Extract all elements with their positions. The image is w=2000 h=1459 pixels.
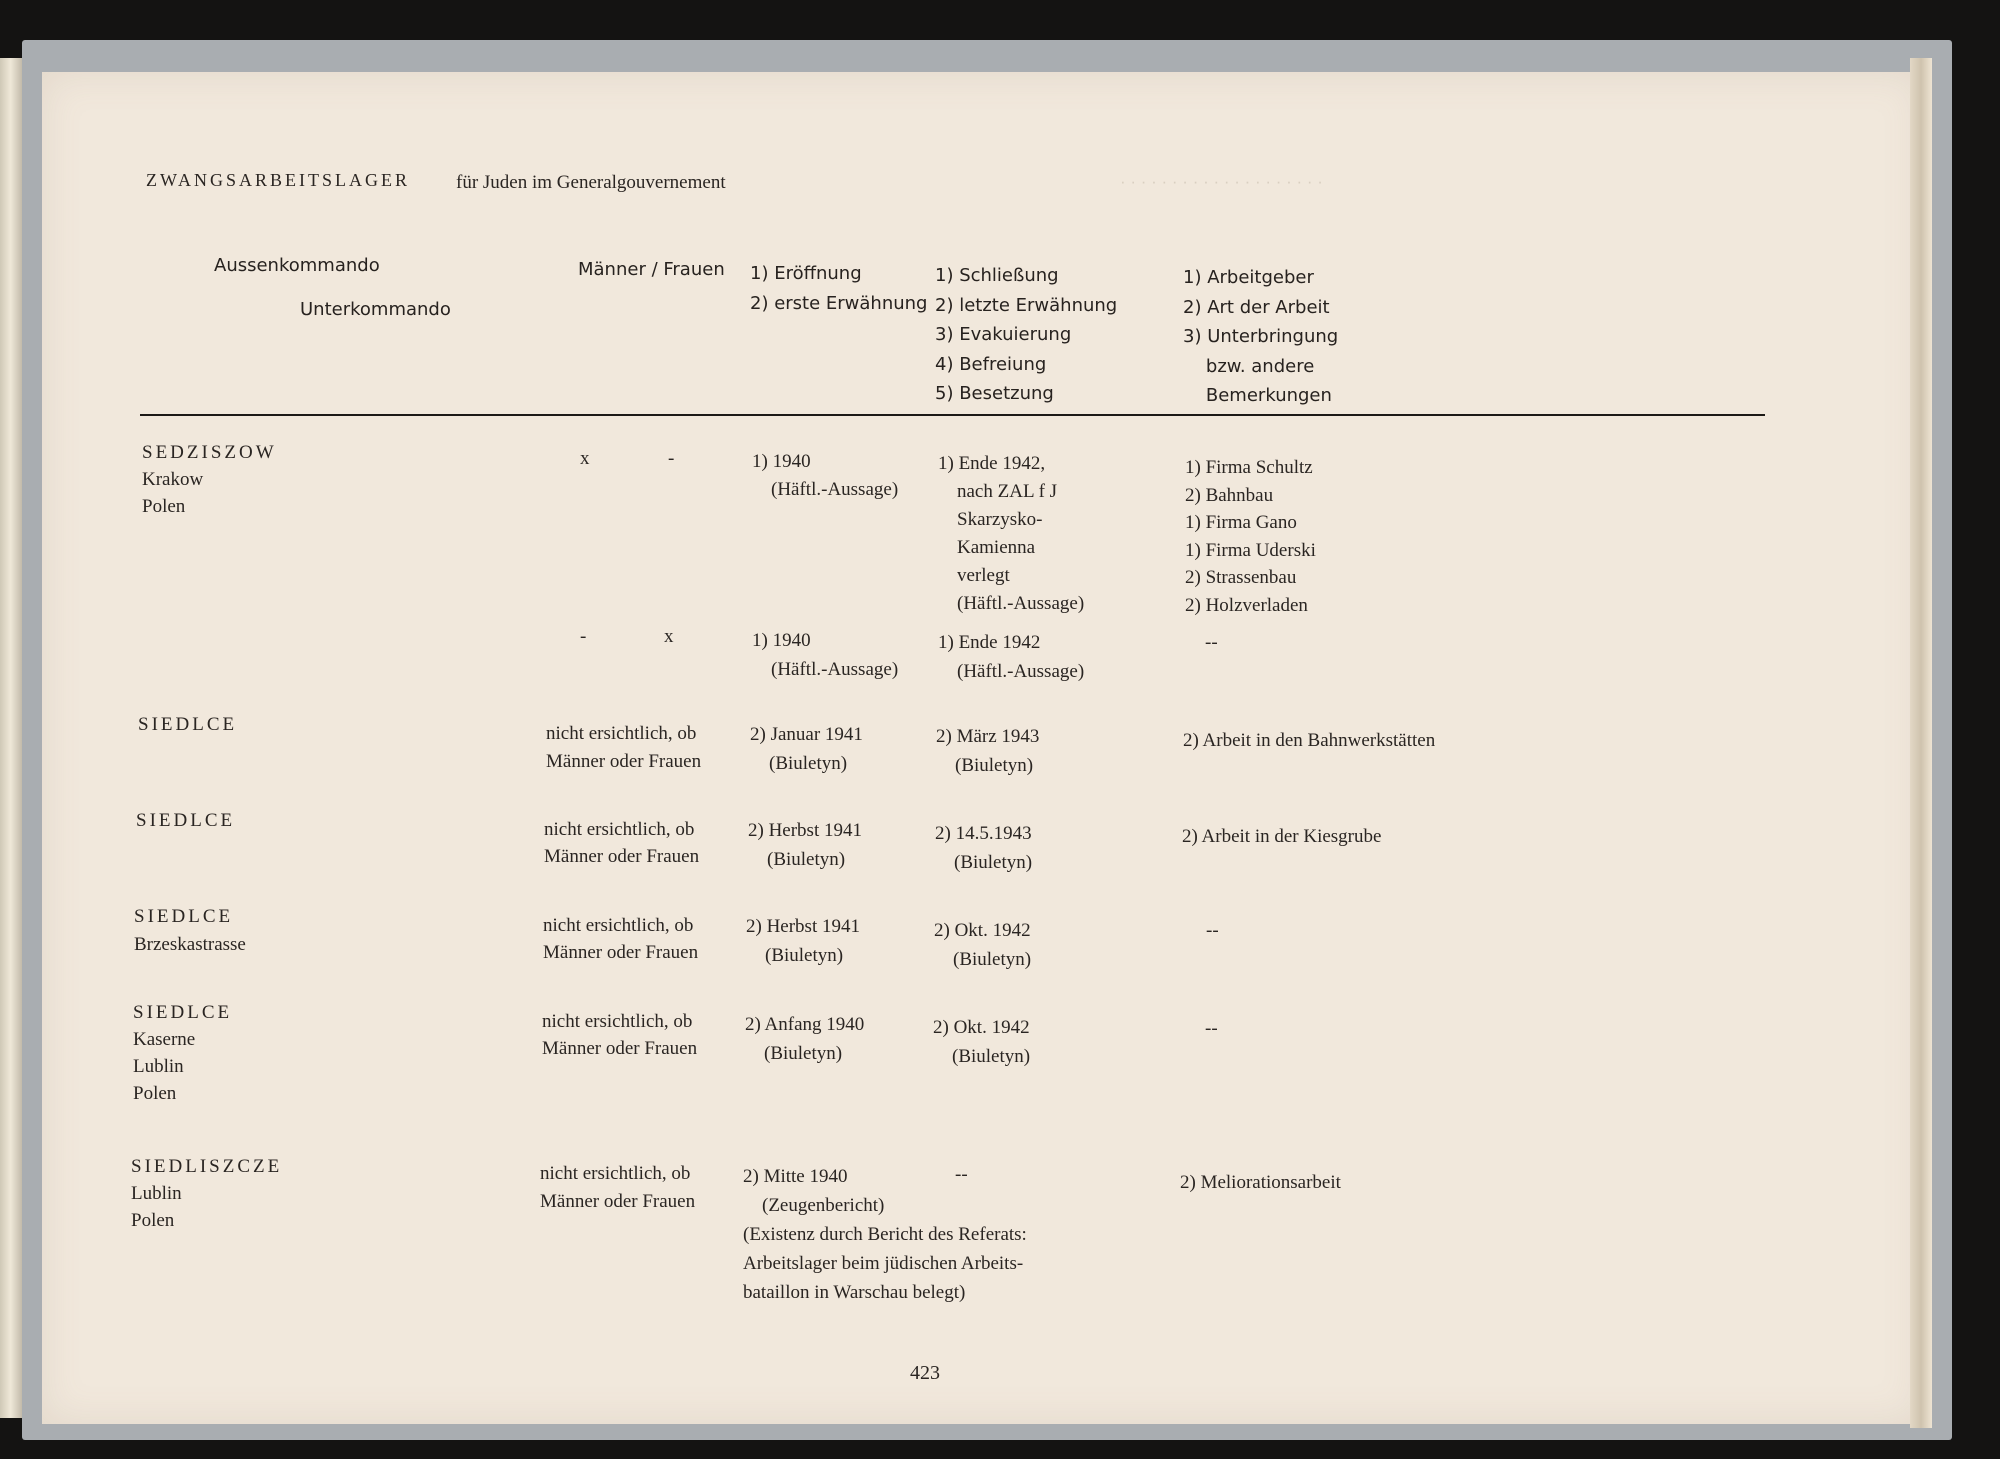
place-name: SIEDLCE <box>136 810 236 831</box>
eroeffnung-cell: 2) Mitte 1940 (Zeugenbericht) (Existenz durch Bericht des Referats: Arbeitslager beim jüdischen Arbeits- bataillon in Warschau belegt) <box>743 1166 1027 1303</box>
place-name: SIEDLISZCZE <box>131 1156 283 1177</box>
place-sub: Krakow Polen <box>142 469 204 517</box>
eroeffnung-cell: 2) Herbst 1941 (Biuletyn) <box>748 820 862 870</box>
place-name: SEDZISZOW <box>142 442 277 463</box>
show-through-text: · · · · · · · · · · · · · · · · · · · · <box>1120 172 1323 191</box>
place-sub: Kaserne Lublin Polen <box>133 1029 196 1104</box>
men-mark: x <box>580 448 590 469</box>
col-header-aussenkommando: Aussenkommando <box>214 255 380 276</box>
maenner-frauen-cell: nicht ersichtlich, ob Männer oder Frauen <box>546 723 702 772</box>
maenner-frauen-cell: nicht ersichtlich, ob Männer oder Frauen <box>542 1011 698 1059</box>
col-header-eroeffnung: 1) Eröffnung 2) erste Erwähnung <box>750 263 928 314</box>
schliessung-cell: 1) Ende 1942 (Häftl.-Aussage) <box>938 632 1085 682</box>
schliessung-cell: 2) Okt. 1942 (Biuletyn) <box>933 1017 1031 1067</box>
page-subtitle: für Juden im Generalgouvernement <box>456 172 726 193</box>
arbeitgeber-cell: -- <box>1205 1018 1218 1039</box>
page-edges-right <box>1910 58 1932 1428</box>
arbeitgeber-cell: -- <box>1206 920 1219 941</box>
arbeitgeber-cell: 2) Arbeit in den Bahnwerkstätten <box>1183 730 1436 751</box>
schliessung-cell: -- <box>955 1164 968 1185</box>
maenner-frauen-cell: nicht ersichtlich, ob Männer oder Frauen <box>544 819 700 867</box>
place-name: SIEDLCE <box>133 1002 233 1023</box>
eroeffnung-cell: 1) 1940 (Häftl.-Aussage) <box>752 630 899 680</box>
maenner-frauen-cell: nicht ersichtlich, ob Männer oder Frauen <box>540 1163 696 1212</box>
col-header-unterkommando: Unterkommando <box>300 299 451 320</box>
header-rule <box>140 414 1765 416</box>
page-title: ZWANGSARBEITSLAGER <box>146 170 410 190</box>
col-header-maenner-frauen: Männer / Frauen <box>578 259 725 280</box>
women-mark: x <box>664 626 674 647</box>
arbeitgeber-cell: -- <box>1205 632 1218 653</box>
women-mark: - <box>668 448 675 469</box>
schliessung-cell: 2) 14.5.1943 (Biuletyn) <box>935 823 1033 873</box>
col-header-schliessung: 1) Schließung 2) letzte Erwähnung 3) Evakuierung 4) Befreiung 5) Besetzung <box>935 265 1118 404</box>
place-name: SIEDLCE <box>134 906 234 927</box>
place-name: SIEDLCE <box>138 714 238 735</box>
eroeffnung-cell: 1) 1940 (Häftl.-Aussage) <box>752 451 899 500</box>
place-sub: Brzeskastrasse <box>134 934 246 955</box>
men-mark: - <box>580 626 587 647</box>
eroeffnung-cell: 2) Anfang 1940 (Biuletyn) <box>745 1014 865 1064</box>
schliessung-cell: 2) Okt. 1942 (Biuletyn) <box>934 920 1032 970</box>
page-number: 423 <box>910 1362 940 1384</box>
schliessung-cell: 1) Ende 1942, nach ZAL f J Skarzysko- Kamienna verlegt (Häftl.-Aussage) <box>938 453 1085 614</box>
arbeitgeber-cell: 1) Firma Schultz 2) Bahnbau 1) Firma Gano 1) Firma Uderski 2) Strassenbau 2) Holzverladen <box>1185 457 1316 616</box>
eroeffnung-cell: 2) Herbst 1941 (Biuletyn) <box>746 916 860 966</box>
schliessung-cell: 2) März 1943 (Biuletyn) <box>936 726 1040 776</box>
arbeitgeber-cell: 2) Meliorationsarbeit <box>1180 1172 1341 1193</box>
arbeitgeber-cell: 2) Arbeit in der Kiesgrube <box>1182 826 1382 847</box>
place-sub: Lublin Polen <box>131 1183 182 1231</box>
maenner-frauen-cell: nicht ersichtlich, ob Männer oder Frauen <box>543 915 699 963</box>
eroeffnung-cell: 2) Januar 1941 (Biuletyn) <box>750 724 863 774</box>
col-header-arbeitgeber: 1) Arbeitgeber 2) Art der Arbeit 3) Unterbringung bzw. andere Bemerkungen <box>1183 267 1339 406</box>
